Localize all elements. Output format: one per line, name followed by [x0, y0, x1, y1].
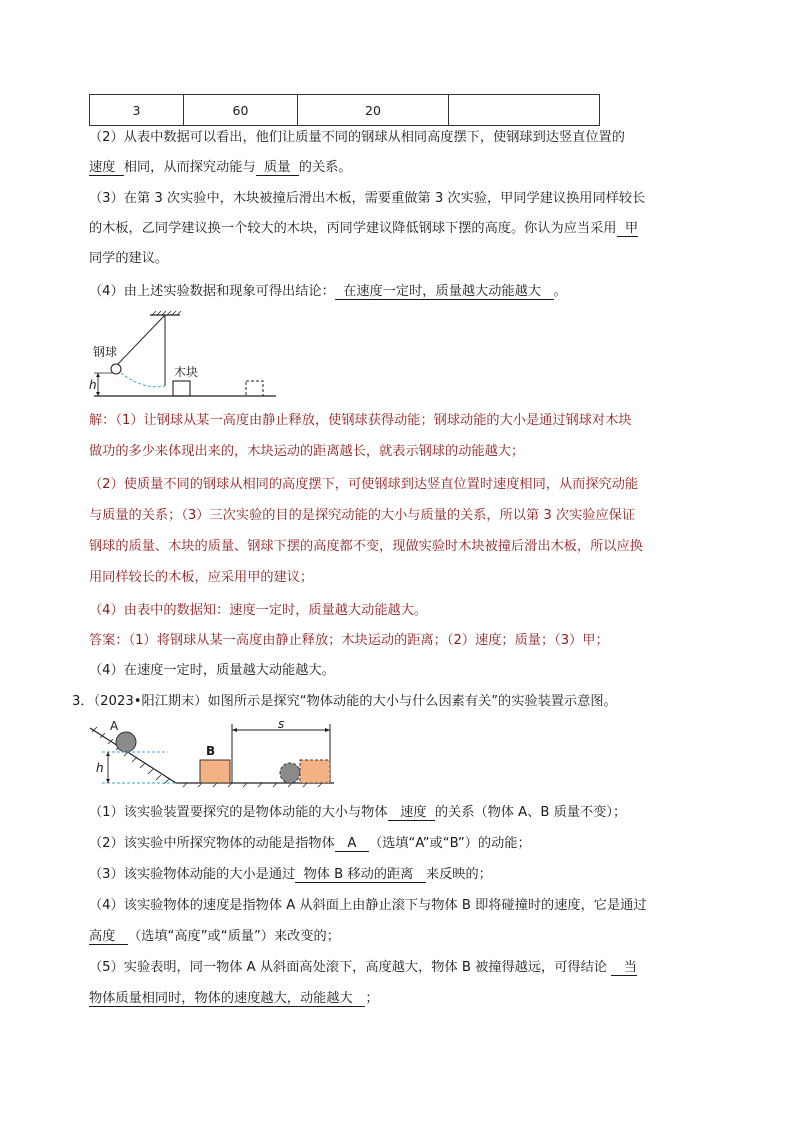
solution-line6: 用同样较长的木板，应采用甲的建议；: [89, 570, 314, 585]
wood-block: [173, 381, 190, 396]
q2-line2: 速度 相同，从而探究动能与 质量 的关系。: [89, 160, 352, 175]
ball-label: 钢球: [93, 345, 118, 359]
label-a: A: [110, 720, 119, 733]
q3-answer: 甲: [624, 221, 639, 236]
table-cell: [449, 95, 600, 126]
p3-answer5a: 当: [623, 960, 637, 975]
p3-answer4: 高度: [89, 929, 116, 944]
q2-line1: （2）从表中数据可以看出，他们让质量不同的钢球从相同高度摆下，使钢球到达竖直位置的: [89, 130, 625, 145]
p3-answer3: 物体 B 移动的距离: [303, 867, 414, 882]
wood-block-moved: [246, 381, 263, 396]
q3-line2: 的木板，乙同学建议换一个较大的木块，丙同学建议降低钢球下摆的高度。你认为应当采用 甲: [89, 221, 639, 236]
q4-line: （4）由上述实验数据和现象可得出结论： 在速度一定时，质量越大动能越大 。: [89, 284, 567, 299]
solution-line2: 做功的多少来体现出来的，木块运动的距离越长，就表示钢球的动能越大；: [89, 444, 525, 459]
q2-answer-speed: 速度: [89, 160, 116, 175]
p3-part3: （3）该实验物体动能的大小是通过 物体 B 移动的距离 来反映的；: [89, 867, 492, 882]
q3-line1: （3）在第 3 次实验中，木块被撞后滑出木板，需要重做第 3 次实验，甲同学建议换用同样较长: [89, 191, 646, 206]
block-label: 木块: [174, 365, 199, 379]
solution-line5: 钢球的质量、木块的质量、钢球下摆的高度都不变，现做实验时木块被撞后滑出木板，所以应换: [89, 539, 643, 554]
p3-answer1: 速度: [400, 805, 427, 820]
q4-answer: 在速度一定时，质量越大动能越大: [343, 284, 541, 299]
pendulum-figure: [88, 310, 278, 402]
h-label-2: h: [96, 761, 104, 775]
p3-part4-line1: （4）该实验物体的速度是指物体 A 从斜面上由静止滚下与物体 B 即将碰撞时的速度，它是通过: [89, 898, 647, 913]
p3-part1: （1）该实验装置要探究的是物体动能的大小与物体 速度 的关系（物体 A、B 质量不变）；: [89, 805, 627, 820]
ball-a-after: [280, 763, 300, 783]
block-b: [200, 760, 230, 783]
answer-line2: （4）在速度一定时，质量越大动能越大。: [89, 663, 335, 678]
table-row: [90, 95, 600, 126]
steel-ball: [111, 364, 121, 374]
label-b: B: [206, 744, 216, 758]
p3-answer2: A: [347, 836, 357, 851]
q3-line3: 同学的建议。: [89, 251, 169, 266]
p3-part2: （2）该实验中所探究物体的动能是指物体 A （选填“A”或“B”）的动能；: [89, 836, 531, 851]
solution-line1: 解：（1）让钢球从某一高度由静止释放，使钢球获得动能；钢球动能的大小是通过钢球对木块: [89, 413, 632, 428]
incline-figure: [88, 720, 338, 790]
table-cell: 3: [90, 95, 184, 126]
s-label: s: [278, 720, 285, 731]
solution-line7: （4）由表中的数据知：速度一定时，质量越大动能越大。: [89, 603, 428, 618]
solution-line3: （2）使质量不同的钢球从相同的高度摆下，可使钢球到达竖直位置时速度相同，从而探究动能: [89, 477, 639, 492]
p3-part5-line1: （5）实验表明，同一物体 A 从斜面高处滚下，高度越大，物体 B 被撞得越远，可得结论 当: [89, 960, 637, 975]
h-label: h: [89, 378, 97, 392]
problem3-stem: 3．（2023•阳江期末）如图所示是探究“物体动能的大小与什么因素有关”的实验装置示意图。: [72, 694, 617, 709]
p3-part5-line2: 物体质量相同时，物体的速度越大，动能越大 ；: [89, 991, 379, 1006]
p3-part4-line2: 高度 （选填“高度”或“质量”）来改变的；: [89, 929, 340, 944]
q2-answer-mass: 质量: [264, 160, 291, 175]
data-table: [89, 94, 600, 126]
table-cell: 20: [298, 95, 449, 126]
block-b-moved: [300, 760, 330, 783]
ball-a: [116, 732, 136, 752]
answer-line1: 答案：（1）将钢球从某一高度由静止释放；木块运动的距离；（2）速度；质量；（3）甲；: [89, 633, 609, 648]
table-cell: 60: [184, 95, 298, 126]
solution-line4: 与质量的关系；（3）三次实验的目的是探究动能的大小与质量的关系，所以第 3 次实验应保证: [89, 508, 636, 523]
p3-answer5b: 物体质量相同时，物体的速度越大，动能越大: [89, 991, 353, 1006]
